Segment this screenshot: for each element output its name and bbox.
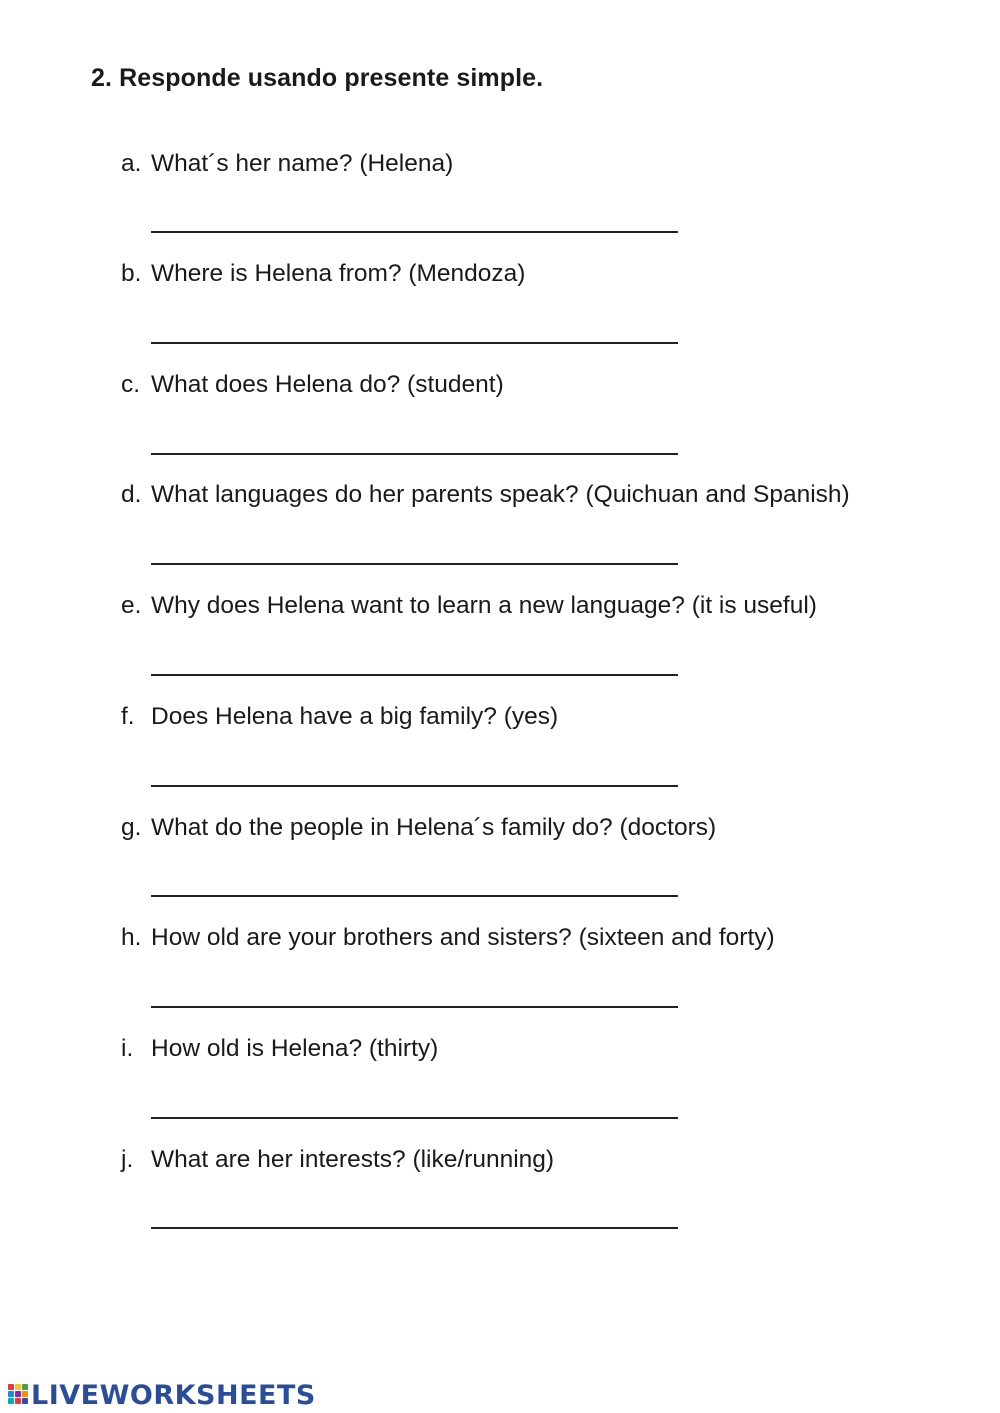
worksheet-title: 2. Responde usando presente simple.: [91, 64, 544, 92]
question-text: How old are your brothers and sisters? (sixteen and forty): [151, 924, 775, 951]
question-text: Does Helena have a big family? (yes): [151, 703, 559, 730]
question-text: What´s her name? (Helena): [151, 150, 454, 177]
logo-text: LIVEWORKSHEETS: [31, 1379, 316, 1411]
answer-line-g[interactable]: [151, 895, 678, 897]
question-i: [121, 1033, 981, 1065]
question-letter: g.: [121, 814, 142, 841]
question-letter: j.: [121, 1146, 134, 1173]
question-letter: a.: [121, 150, 142, 177]
answer-line-e[interactable]: [151, 674, 678, 676]
question-letter: f.: [121, 703, 135, 730]
question-h: [121, 922, 981, 954]
question-letter: i.: [121, 1035, 134, 1062]
question-g: [121, 812, 981, 844]
question-e: [121, 590, 981, 622]
question-letter: d.: [121, 481, 142, 508]
question-text: Where is Helena from? (Mendoza): [151, 260, 526, 287]
question-letter: b.: [121, 260, 142, 287]
question-text: What are her interests? (like/running): [151, 1146, 555, 1173]
question-c: [121, 369, 981, 401]
answer-line-d[interactable]: [151, 563, 678, 565]
answer-line-f[interactable]: [151, 785, 678, 787]
question-letter: c.: [121, 371, 141, 398]
liveworksheets-logo: [8, 1380, 316, 1410]
answer-line-b[interactable]: [151, 342, 678, 344]
question-a: [121, 148, 981, 180]
answer-line-c[interactable]: [151, 453, 678, 455]
liveworksheets-logo-icon: [8, 1384, 28, 1406]
question-text: Why does Helena want to learn a new language? (it is useful): [151, 592, 817, 619]
question-letter: h.: [121, 924, 142, 951]
question-text: What does Helena do? (student): [151, 371, 504, 398]
question-text: How old is Helena? (thirty): [151, 1035, 439, 1062]
question-f: [121, 701, 981, 733]
question-b: [121, 258, 981, 290]
question-text: What languages do her parents speak? (Quichuan and Spanish): [151, 481, 850, 508]
question-d: [121, 479, 981, 511]
answer-line-i[interactable]: [151, 1117, 678, 1119]
answer-line-j[interactable]: [151, 1227, 678, 1229]
answer-line-h[interactable]: [151, 1006, 678, 1008]
question-text: What do the people in Helena´s family do? (doctors): [151, 814, 717, 841]
question-j: [121, 1144, 981, 1176]
answer-line-a[interactable]: [151, 231, 678, 233]
question-letter: e.: [121, 592, 142, 619]
